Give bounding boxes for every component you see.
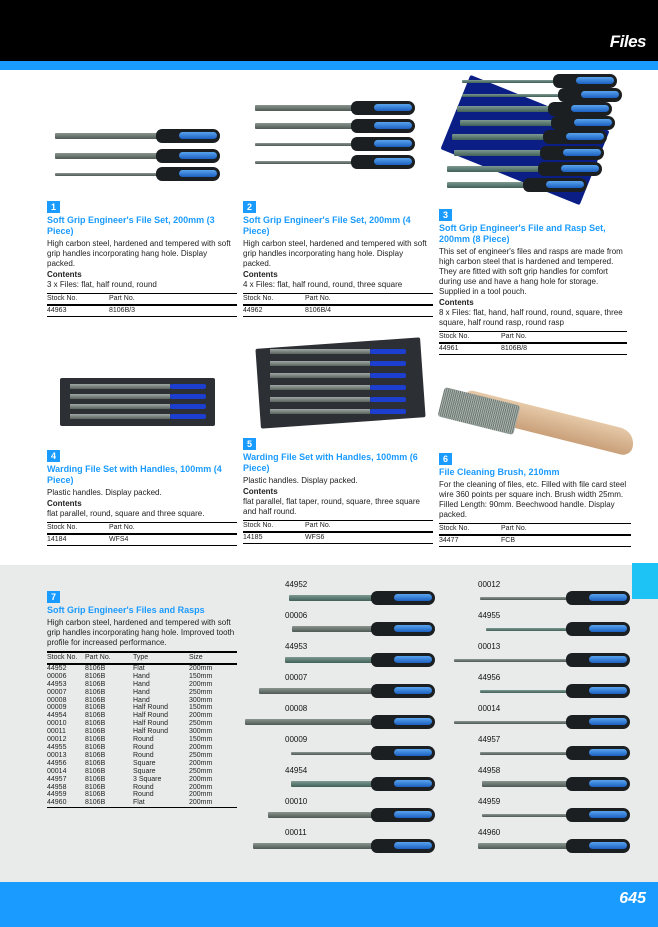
section-title: Files [609, 32, 646, 51]
table-row [47, 728, 237, 736]
file-image [480, 591, 630, 605]
size-cell: 200mm [189, 759, 213, 767]
part-cell: 8106B [85, 783, 106, 791]
part-cell: 8106B [85, 720, 106, 728]
table-row [47, 791, 237, 799]
size-cell: 200mm [189, 799, 237, 807]
table-row [47, 704, 237, 712]
stock-cell: 44956 [47, 759, 67, 767]
product-description: Plastic handles. Display packed. [243, 476, 358, 485]
product-number: 1 [47, 201, 60, 213]
product-description: High carbon steel, hardened and tempered with soft grip handles incorporating hang hole. Display packed. [243, 239, 427, 268]
file-handle [566, 684, 630, 698]
part-no: 8106B/8 [501, 343, 627, 355]
size-cell: 200mm [189, 743, 213, 751]
file-handle [371, 746, 435, 760]
file-handle [551, 116, 615, 130]
file-image [245, 715, 435, 729]
product-description: High carbon steel, hardened and tempered with soft grip handles incorporating hang hole. Display packed. [47, 239, 231, 268]
file-image [482, 808, 630, 822]
size-cell: 200mm [189, 783, 213, 791]
file-label: 44953 [285, 642, 308, 651]
part-cell: 8106B [85, 696, 106, 704]
file-label: 00013 [478, 642, 501, 651]
file-label: 00014 [478, 704, 501, 713]
file-label: 00011 [285, 828, 307, 837]
stock-header: Stock No. [439, 524, 501, 536]
table-row [47, 752, 237, 760]
file-image [289, 591, 435, 605]
part-cell: 8106B [85, 759, 106, 767]
stock-cell: 44952 [47, 664, 67, 672]
file-handle [156, 167, 220, 181]
table-row [47, 760, 237, 768]
file-image [478, 839, 630, 853]
file-image [268, 808, 435, 822]
product-1 [47, 201, 237, 317]
product-title: Soft Grip Engineer's File and Rasp Set, 200mm (8 Piece) [439, 223, 606, 244]
product-6 [439, 453, 631, 547]
stock-no: 14185 [243, 532, 305, 544]
file-handle [371, 653, 435, 667]
size-cell: 250mm [189, 767, 213, 775]
type-cell: Round [133, 783, 154, 791]
product-description: This set of engineer's files and rasps are made from high carbon steel that is hardened and tempered. They are fitted with soft grip handles for comfort during use and have a hang hole for storage. Supplied in a tool pouch. [439, 247, 623, 296]
table-row [243, 305, 433, 317]
file-image [454, 715, 630, 729]
contents-text: flat parallel, round, square and three square. [47, 509, 205, 518]
contents-label: Contents [439, 298, 474, 307]
file-image [482, 777, 630, 791]
file-handle [540, 146, 604, 160]
contents-label: Contents [47, 499, 82, 508]
type-cell: Hand [133, 680, 150, 688]
type-header: Type [133, 652, 189, 664]
part-cell: 8106B [85, 736, 106, 744]
product-description: High carbon steel, hardened and tempered with soft grip handles incorporating hang hole. Improved tooth profile for increased performance. [47, 618, 235, 647]
stock-header: Stock No. [47, 652, 85, 664]
product-number: 4 [47, 450, 60, 462]
section-tab [632, 563, 658, 599]
part-cell: 8106B [85, 704, 106, 712]
contents-text: flat parallel, flat taper, round, square, three square and half round. [243, 497, 420, 516]
file-handle [371, 777, 435, 791]
part-cell: 8106B [85, 799, 133, 807]
stock-cell: 44958 [47, 783, 67, 791]
part-no: FCB [501, 535, 631, 547]
part-cell: 8106B [85, 680, 106, 688]
part-cell: 8106B [85, 688, 106, 696]
stock-header: Stock No. [243, 521, 305, 533]
file-label: 00012 [478, 580, 501, 589]
stock-cell: 00007 [47, 688, 67, 696]
type-cell: Square [133, 759, 156, 767]
stock-header: Stock No. [47, 523, 109, 535]
stock-cell: 44953 [47, 680, 67, 688]
file-handle [543, 130, 607, 144]
file-handle [351, 155, 415, 169]
type-cell: Round [133, 791, 154, 799]
part-cell: 8106B [85, 743, 106, 751]
type-cell: Round [133, 751, 154, 759]
part-no: 8106B/4 [305, 305, 433, 317]
file-handle [566, 746, 630, 760]
size-cell: 150mm [189, 736, 213, 744]
file-handle [351, 137, 415, 151]
file-handle [553, 74, 617, 88]
contents-text: 8 x Files: flat, hand, half round, round, square, three square, half round rasp, round rasp [439, 308, 623, 327]
stock-table [47, 293, 237, 317]
product-title: Soft Grip Engineer's File Set, 200mm (4 Piece) [243, 215, 411, 236]
part-cell: 8106B [85, 664, 106, 672]
part-cell: 8106B [85, 791, 106, 799]
file-handle [371, 622, 435, 636]
stock-cell: 00012 [47, 736, 67, 744]
file-handle [156, 129, 220, 143]
table-row [47, 712, 237, 720]
stock-no: 44961 [439, 343, 501, 355]
type-cell: Hand [133, 688, 150, 696]
size-cell: 250mm [189, 720, 213, 728]
file-label: 00006 [285, 611, 308, 620]
product-title: Warding File Set with Handles, 100mm (6 Piece) [243, 452, 418, 473]
part-no: WFS6 [305, 532, 433, 544]
stock-table [439, 331, 627, 355]
product-5 [243, 438, 433, 544]
file-label: 00009 [285, 735, 308, 744]
product-3 [439, 209, 627, 355]
file-label: 44959 [478, 797, 501, 806]
file-image [291, 746, 435, 760]
file-label: 44955 [478, 611, 501, 620]
file-label: 44954 [285, 766, 308, 775]
contents-text: 4 x Files: flat, half round, round, three square [243, 280, 403, 289]
table-row [47, 784, 237, 792]
type-cell: Square [133, 767, 156, 775]
size-cell: 200mm [189, 664, 213, 672]
file-handle [371, 839, 435, 853]
part-no: 8106B/3 [109, 305, 237, 317]
contents-label: Contents [47, 270, 82, 279]
file-handle [371, 808, 435, 822]
file-label: 00010 [285, 797, 308, 806]
stock-cell: 44959 [47, 791, 67, 799]
part-cell: 8106B [85, 728, 106, 736]
table-row [47, 776, 237, 784]
file-image [480, 684, 630, 698]
table-row [439, 343, 627, 355]
type-cell: Hand [133, 696, 150, 704]
stock-cell: 00009 [47, 704, 67, 712]
file-label: 44952 [285, 580, 308, 589]
file-handle [566, 808, 630, 822]
file-handle [566, 622, 630, 636]
file-handle [566, 715, 630, 729]
size-cell: 300mm [189, 696, 213, 704]
table-row [47, 697, 237, 705]
file-image [486, 622, 630, 636]
type-cell: Round [133, 743, 154, 751]
table-row [47, 534, 237, 546]
file-image [253, 839, 435, 853]
file-handle [566, 653, 630, 667]
file-image [285, 653, 435, 667]
size-cell: 150mm [189, 704, 213, 712]
part-no: WFS4 [109, 534, 237, 546]
size-header: Size [189, 652, 237, 664]
product-2 [243, 201, 433, 317]
file-handle [558, 88, 622, 102]
table-row [243, 532, 433, 544]
footer-bar [0, 882, 658, 927]
product-description: Plastic handles. Display packed. [47, 488, 162, 497]
type-cell: Half Round [133, 720, 169, 728]
stock-cell: 00011 [47, 728, 66, 736]
stock-table [47, 522, 237, 546]
stock-cell: 00013 [47, 751, 67, 759]
table-row [47, 744, 237, 752]
product-4-image [60, 378, 220, 438]
stock-table [439, 523, 631, 547]
stock-cell: 00008 [47, 696, 67, 704]
part-cell: 8106B [85, 767, 106, 775]
part-header: Part No. [305, 294, 433, 306]
table-row [47, 689, 237, 697]
product-title: Soft Grip Engineer's Files and Rasps [47, 605, 205, 615]
file-image [292, 622, 435, 636]
table-row [47, 673, 237, 681]
product-1-image [55, 125, 220, 185]
stock-header: Stock No. [47, 294, 109, 306]
page-number: 645 [619, 890, 646, 907]
file-handle [156, 149, 220, 163]
table-row [47, 720, 237, 728]
table-row [439, 535, 631, 547]
file-label: 44956 [478, 673, 501, 682]
product-number: 3 [439, 209, 452, 221]
contents-label: Contents [243, 487, 278, 496]
product-4 [47, 450, 237, 546]
file-handle [371, 591, 435, 605]
table-row [47, 799, 237, 807]
product-title: Warding File Set with Handles, 100mm (4 Piece) [47, 464, 222, 485]
product-title: File Cleaning Brush, 210mm [439, 467, 560, 477]
part-cell: 8106B [85, 751, 106, 759]
type-cell: Half Round [133, 728, 169, 736]
table-row [47, 305, 237, 317]
header-stripe [0, 61, 658, 70]
file-label: 44957 [478, 735, 501, 744]
stock-cell: 00010 [47, 720, 67, 728]
file-handle [351, 119, 415, 133]
type-cell: Flat [133, 664, 145, 672]
type-cell: 3 Square [133, 775, 162, 783]
product-number: 2 [243, 201, 256, 213]
stock-cell: 44957 [47, 775, 67, 783]
file-image [259, 684, 435, 698]
table-row [47, 664, 237, 673]
type-cell: Round [133, 736, 154, 744]
file-image [291, 777, 435, 791]
product-7 [47, 591, 239, 808]
header-bar [0, 0, 658, 61]
file-handle [548, 102, 612, 116]
product-number: 7 [47, 591, 60, 603]
product-5-image [258, 335, 430, 430]
stock-cell: 00014 [47, 767, 67, 775]
part-cell: 8106B [85, 712, 106, 720]
part-header: Part No. [501, 332, 627, 344]
file-image [480, 746, 630, 760]
size-cell: 150mm [189, 672, 213, 680]
stock-no: 44963 [47, 305, 109, 317]
type-cell: Half Round [133, 704, 169, 712]
part-header: Part No. [109, 294, 237, 306]
stock-header: Stock No. [243, 294, 305, 306]
part-cell: 8106B [85, 672, 106, 680]
part-header: Part No. [109, 523, 237, 535]
size-cell: 200mm [189, 680, 213, 688]
size-cell: 250mm [189, 688, 213, 696]
stock-cell: 44960 [47, 799, 85, 807]
files-illustration-left [245, 580, 435, 870]
files-illustration-right [450, 580, 630, 870]
product-2-image [255, 97, 415, 177]
size-cell: 200mm [189, 791, 213, 799]
files-table [47, 651, 237, 808]
part-cell: 8106B [85, 775, 106, 783]
stock-no: 34477 [439, 535, 501, 547]
file-handle [566, 591, 630, 605]
stock-table [243, 293, 433, 317]
file-handle [351, 101, 415, 115]
type-cell: Flat [133, 799, 189, 807]
file-label: 44960 [478, 828, 501, 837]
type-cell: Half Round [133, 712, 169, 720]
file-handle [538, 162, 602, 176]
table-row [47, 736, 237, 744]
table-row [47, 681, 237, 689]
type-cell: Hand [133, 672, 150, 680]
stock-no: 14184 [47, 534, 109, 546]
stock-no: 44962 [243, 305, 305, 317]
product-title: Soft Grip Engineer's File Set, 200mm (3 Piece) [47, 215, 215, 236]
size-cell: 250mm [189, 751, 213, 759]
size-cell: 200mm [189, 712, 213, 720]
file-handle [566, 839, 630, 853]
product-number: 6 [439, 453, 452, 465]
size-cell: 200mm [189, 775, 213, 783]
stock-header: Stock No. [439, 332, 501, 344]
stock-cell: 00006 [47, 672, 67, 680]
product-description: For the cleaning of files, etc. Filled with file card steel wire 360 points per square inch. Brush width 25mm. Filled Length: 90mm. Beechwood handle. Display packed. [439, 480, 627, 519]
product-3-image [432, 70, 622, 205]
file-label: 44958 [478, 766, 501, 775]
stock-table [243, 520, 433, 544]
table-row [47, 768, 237, 776]
part-header: Part No. [501, 524, 631, 536]
product-6-image [436, 392, 636, 462]
file-label: 00008 [285, 704, 308, 713]
size-cell: 300mm [189, 728, 213, 736]
file-handle [371, 715, 435, 729]
part-header: Part No. [85, 652, 133, 664]
product-number: 5 [243, 438, 256, 450]
part-header: Part No. [305, 521, 433, 533]
contents-label: Contents [243, 270, 278, 279]
file-handle [371, 684, 435, 698]
file-handle [566, 777, 630, 791]
file-handle [523, 178, 587, 192]
stock-cell: 44955 [47, 743, 67, 751]
file-label: 00007 [285, 673, 308, 682]
contents-text: 3 x Files: flat, half round, round [47, 280, 157, 289]
stock-cell: 44954 [47, 712, 67, 720]
file-image [454, 653, 630, 667]
